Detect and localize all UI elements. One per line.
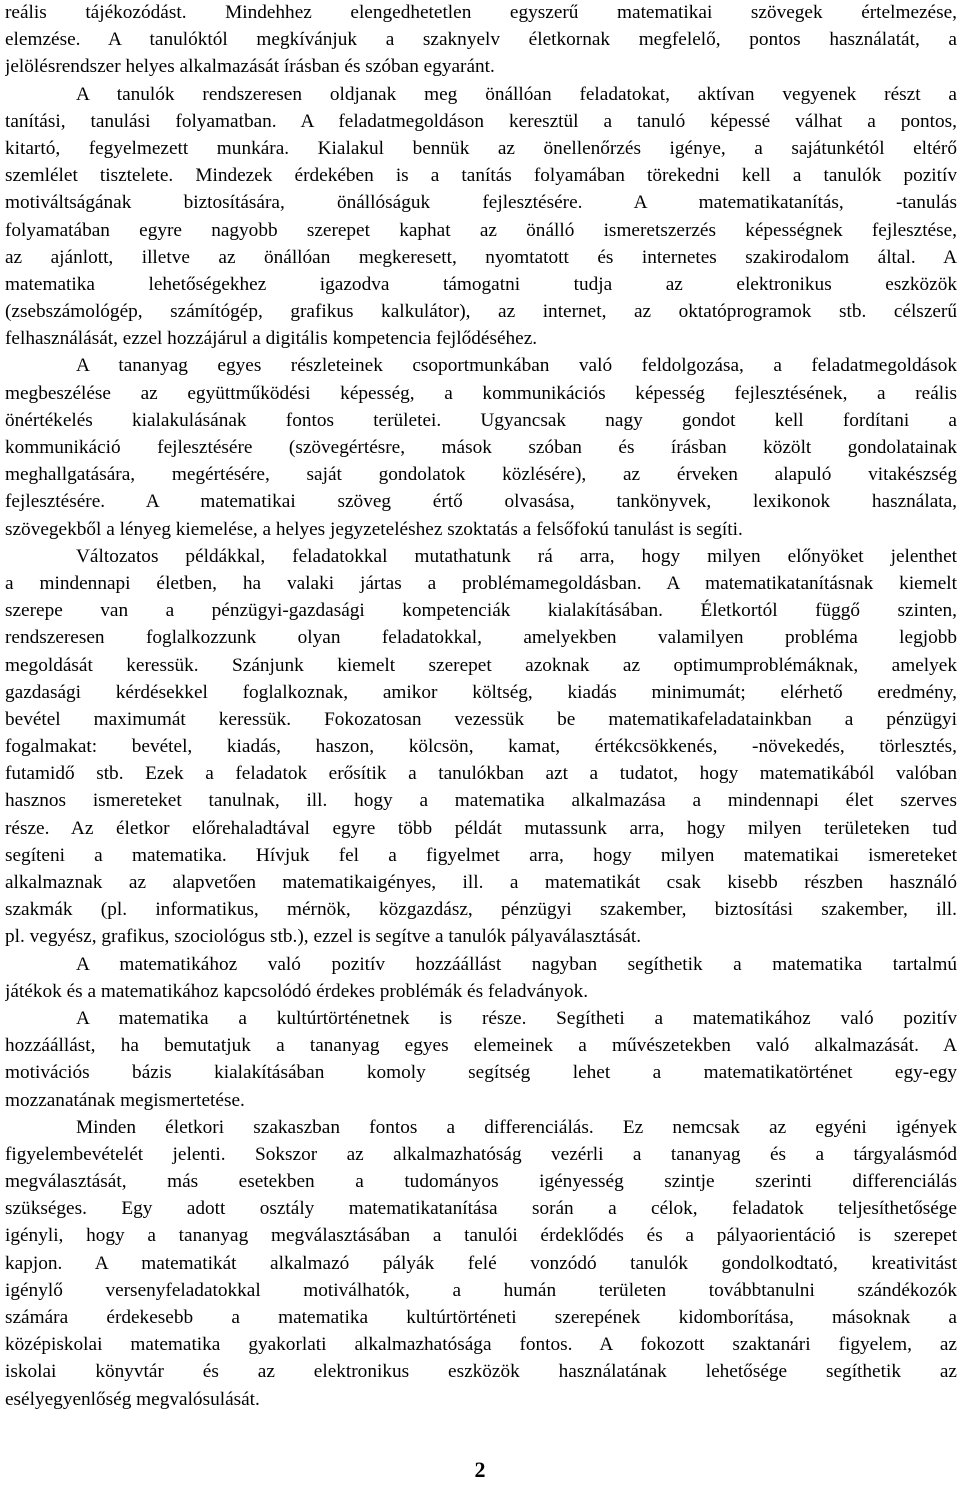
text-line: igényli, hogy a tananyag megválasztásában a tanulói érdeklődés és a pályaorientáció is szerepet [5,1225,957,1247]
text-line: folyamatában egyre nagyobb szerepet kaphat az önálló ismeretszerzés képességnek fejlesztése, [5,219,957,241]
text-line: szerepe van a pénzügyi-gazdasági kompetenciák kialakításában. Életkortól függő szinten, [5,600,957,622]
text-line: alkalmaznak az alapvetően matematikaigényes, ill. a matematikát csak kisebb részben használó [5,872,957,893]
text-line: iskolai könyvtár és az elektronikus eszközök használatának lehetősége segíthetik az [5,1361,957,1383]
text-line: reális tájékozódást. Mindehhez elengedhetetlen egyszerű matematikai szövegek értelmezése, [5,2,957,23]
text-line: hasznos ismereteket tanulnak, ill. hogy a matematika alkalmazása a mindennapi élet szerves [5,790,957,812]
text-line: kommunikáció fejlesztésére (szövegértésre, mások szóban és írásban közölt gondolatainak [5,437,957,458]
text-line: megválasztását, más esetekben a tudományos igényesség szintje szerinti differenciálás [5,1171,957,1193]
text-line: önértékelés kialakulásának fontos területei. Ugyancsak nagy gondot kell fordítani a [5,409,957,431]
text-line: esélyegyenlőség megvalósulását. [5,1388,260,1410]
text-line: Változatos példákkal, feladatokkal mutathatunk rá arra, hogy milyen előnyöket jelenthet [76,545,957,567]
text-line: A matematikához való pozitív hozzáállást nagyban segíthetik a matematika tartalmú [76,953,957,975]
text-line: matematika lehetőségekhez igazodva támogatni tudja az elektronikus eszközök [5,273,957,295]
text-line: Minden életkori szakaszban fontos a differenciálás. Ez nemcsak az egyéni igények [76,1116,957,1138]
text-line: pl. vegyész, grafikus, szociológus stb.), ezzel is segítve a tanulók pályaválasztását. [5,926,642,948]
text-line: elemzése. A tanulóktól megkívánjuk a szaknyelv életkornak megfelelő, pontos használatát, a [5,29,957,51]
text-line: középiskolai matematika gyakorlati alkalmazhatósága fontos. A fokozott szaktanári figyelem, az [5,1334,957,1356]
text-line: futamidő stb. Ezek a feladatok erősítik a tanulókban azt a tudatot, hogy matematikából valóban [5,763,957,785]
text-line: igénylő versenyfeladatokkal motiválhatók, a humán területen továbbtanulni szándékozók [5,1279,957,1301]
text-line: az ajánlott, illetve az önállóan megkeresett, nyomtatott és internetes szakirodalom által. A [5,246,957,268]
text-line: játékok és a matematikához kapcsolódó érdekes problémák és feladványok. [5,980,589,1002]
text-line: motiváltságának biztosítására, önállóságuk fejlesztésére. A matematikatanítás, -tanulás [5,192,957,214]
text-line: hozzáállást, ha bemutatjuk a tananyag egyes elemeinek a művészetekben való alkalmazását. A [5,1035,957,1057]
text-line: fejlesztésére. A matematikai szöveg értő olvasása, tankönyvek, lexikonok használata, [5,491,957,513]
text-line: szövegekből a lényeg kiemelése, a helyes jegyzeteléshez szoktatás a felsőfokú tanulást is segíti. [5,518,743,540]
text-line: megbeszélése az együttműködési képesség, a kommunikációs képesség fejlesztésének, a reális [5,382,957,404]
text-line: megoldását keressük. Szánjunk kiemelt szerepet azoknak az optimumproblémáknak, amelyek [5,654,957,676]
text-line: számára érdekesebb a matematika kultúrtörténeti szerepének kidomborítása, másoknak a [5,1307,957,1328]
text-line: kitartó, fegyelmezett munkára. Kialakul bennük az önellenőrzés igénye, a sajátunkétól eltérő [5,137,957,159]
text-line: A tanulók rendszeresen oldjanak meg önállóan feladatokat, aktívan vegyenek részt a [76,83,957,105]
text-line: tanítási, tanulási folyamatban. A feladatmegoldáson keresztül a tanuló képessé válhat a pontos, [5,110,957,132]
text-line: gazdasági kérdésekkel foglalkoznak, amikor költség, kiadás minimumát; elérhető eredmény, [5,681,957,703]
text-line: felhasználását, ezzel hozzájárul a digitális kompetencia fejlődéséhez. [5,328,538,350]
text-line: A tananyag egyes részleteinek csoportmunkában való feldolgozása, a feladatmegoldások [76,355,957,377]
page-number: 2 [474,1457,486,1482]
text-line: szakmák (pl. informatikus, mérnök, közgazdász, pénzügyi szakember, biztosítási szakember, ill. [5,899,957,921]
text-line: szükséges. Egy adott osztály matematikatanítása során a célok, feladatok teljesíthetősége [5,1198,957,1220]
text-line: fogalmakat: bevétel, kiadás, haszon, kölcsön, kamat, értékcsökkenés, -növekedés, törlesztés, [5,736,957,758]
text-line: (zsebszámológép, számítógép, grafikus kalkulátor), az internet, az oktatóprogramok stb. célszerű [5,301,957,323]
text-line: része. Az életkor előrehaladtával egyre több példát mutassunk arra, hogy milyen területeken tud [5,817,957,839]
text-line: mozzanatának megismertetése. [5,1089,245,1111]
text-line: jelölésrendszer helyes alkalmazását írásban és szóban egyaránt. [5,56,495,78]
text-line: segíteni a matematika. Hívjuk fel a figyelmet arra, hogy milyen matematikai ismereteket [5,844,957,866]
text-line: A matematika a kultúrtörténetnek is része. Segítheti a matematikához való pozitív [76,1007,957,1029]
text-line: motivációs bázis kialakításában komoly segítség lehet a matematikatörténet egy-egy [5,1062,957,1084]
text-line: kapjon. A matematikát alkalmazó pályák felé vonzódó tanulók gondolkodtató, kreativitást [5,1252,957,1274]
text-line: bevétel maximumát keressük. Fokozatosan vezessük be matematikafeladatainkban a pénzügyi [5,708,957,730]
text-line: figyelembevételét jelenti. Sokszor az alkalmazhatóság vezérli a tananyag és a tárgyalásmód [5,1143,957,1165]
text-line: rendszeresen foglalkozzunk olyan feladatokkal, amelyekben valamilyen probléma legjobb [5,627,957,649]
text-line: a mindennapi életben, ha valaki jártas a problémamegoldásban. A matematikatanításnak kiemelt [5,572,957,594]
text-line: szemlélet tisztelete. Mindezek érdekében is a tanítás folyamában törekedni kell a tanulók pozitív [5,165,957,187]
text-line: meghallgatására, megértésére, saját gondolatok közlésére), az érveken alapuló vitakészség [5,464,957,486]
body-text [5,0,957,1413]
